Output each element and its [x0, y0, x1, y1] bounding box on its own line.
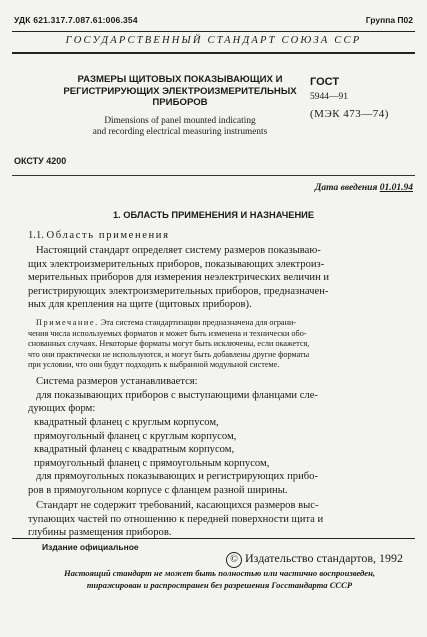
text-line: щих электроизмерительных приборов, показывающих электроиз- — [28, 258, 325, 270]
list-item: квадратный фланец с круглым корпусом, — [34, 417, 219, 428]
text-line: дующих форм: — [28, 403, 96, 415]
list-item: прямоугольный фланец с прямоугольным корпусом, — [34, 457, 270, 469]
note-paragraph — [28, 318, 415, 371]
date-value: 01.01.94 — [379, 183, 413, 193]
title-en-line2: and recording electrical measuring instruments — [92, 127, 268, 137]
paragraph-exclusions — [28, 499, 415, 540]
title-ru-line2: РЕГИСТРИРУЮЩИХ ЭЛЕКТРОИЗМЕРИТЕЛЬНЫХ — [63, 85, 297, 97]
notice-line: Настоящий стандарт не может быть полностью или частично воспроизведен, — [63, 568, 376, 578]
subsection-title: Область применения — [46, 230, 170, 241]
text-line: мерительных приборов для измерения неэлектрических величин и — [28, 272, 330, 284]
note-label: Примечание. — [36, 318, 99, 327]
section-heading: 1. ОБЛАСТЬ ПРИМЕНЕНИЯ И НАЗНАЧЕНИЕ — [112, 210, 315, 220]
standard-name: ГОСУДАРСТВЕННЫЙ СТАНДАРТ СОЮЗА ССР — [65, 35, 362, 46]
footer-rule — [12, 538, 415, 539]
text-line: глубины размещения приборов. — [28, 527, 172, 539]
okstu-code: ОКСТУ 4200 — [14, 156, 67, 166]
title-ru — [60, 74, 300, 109]
text-line: ров в прямоугольном корпусе с фланцем разной ширины. — [28, 484, 288, 496]
group-code: Группа П02 — [365, 15, 413, 25]
publisher-name: Издательство стандартов, 1992 — [245, 551, 403, 565]
header-bottom-rule — [12, 52, 415, 54]
text-line: Стандарт не содержит требований, касающихся размеров выс- — [36, 500, 319, 511]
text-line: для прямоугольных показывающих и регистрирующих прибо- — [36, 471, 318, 482]
text-line: тупающих частей по отношению к передней поверхности щита и — [28, 513, 324, 525]
text-line — [28, 318, 415, 329]
paragraph-rectangular — [28, 470, 415, 497]
header-top-rule — [12, 31, 415, 32]
title-en — [60, 116, 300, 138]
title-ru-line1: РАЗМЕРЫ ЩИТОВЫХ ПОКАЗЫВАЮЩИХ И — [77, 74, 283, 85]
gost-number: 5944—91 — [310, 92, 348, 102]
notice-line: тиражирован и распространен без разрешения Госстандарта СССР — [86, 579, 353, 590]
publisher-line — [226, 551, 403, 568]
copyright-icon: © — [226, 552, 242, 568]
flange-form-list — [34, 416, 414, 470]
date-label: Дата введения — [314, 183, 378, 193]
official-edition: Издание официальное — [42, 542, 139, 552]
subsection-heading — [28, 230, 170, 241]
effective-date — [315, 183, 413, 193]
text-line: Система размеров устанавливается: — [36, 376, 198, 387]
text-line: что они практически не используются, и могут быть добавлены другие форматы — [28, 349, 310, 359]
subsection-number: 1.1. — [28, 230, 44, 241]
text-line: при условии, что они будут подходить к выбранной модульной системе. — [28, 360, 280, 370]
text-line: регистрирующих электроизмерительных приборов, предназначен- — [28, 285, 329, 297]
title-en-line1: Dimensions of panel mounted indicating — [104, 116, 256, 126]
note-text: Эта система стандартизации предназначена для ограни- — [100, 318, 297, 327]
text-line: снованных случаях. Некоторые форматы могут быть исключены, если окажется, — [28, 339, 310, 349]
text-line: для показывающих приборов с выступающими фланцами сле- — [36, 389, 318, 401]
gost-label: ГОСТ — [310, 76, 340, 88]
paragraph-scope — [28, 244, 415, 312]
text-line: чения числа используемых форматов и может быть изменена и технически обо- — [28, 328, 307, 338]
paragraph-system — [28, 375, 415, 416]
iec-reference: (МЭК 473—74) — [310, 108, 389, 120]
title-ru-line3: ПРИБОРОВ — [152, 97, 208, 108]
okstu-rule — [12, 175, 415, 176]
text-line: ных для крепления на щите (щитовых приборов). — [28, 299, 252, 311]
list-item: квадратный фланец с квадратным корпусом, — [34, 444, 235, 456]
list-item: прямоугольный фланец с круглым корпусом, — [34, 430, 237, 442]
udk-code: УДК 621.317.7.087.61:006.354 — [14, 15, 138, 25]
text-line: Настоящий стандарт определяет систему размеров показываю- — [36, 245, 321, 256]
gost-designation — [310, 76, 410, 120]
reproduction-notice — [22, 568, 417, 591]
